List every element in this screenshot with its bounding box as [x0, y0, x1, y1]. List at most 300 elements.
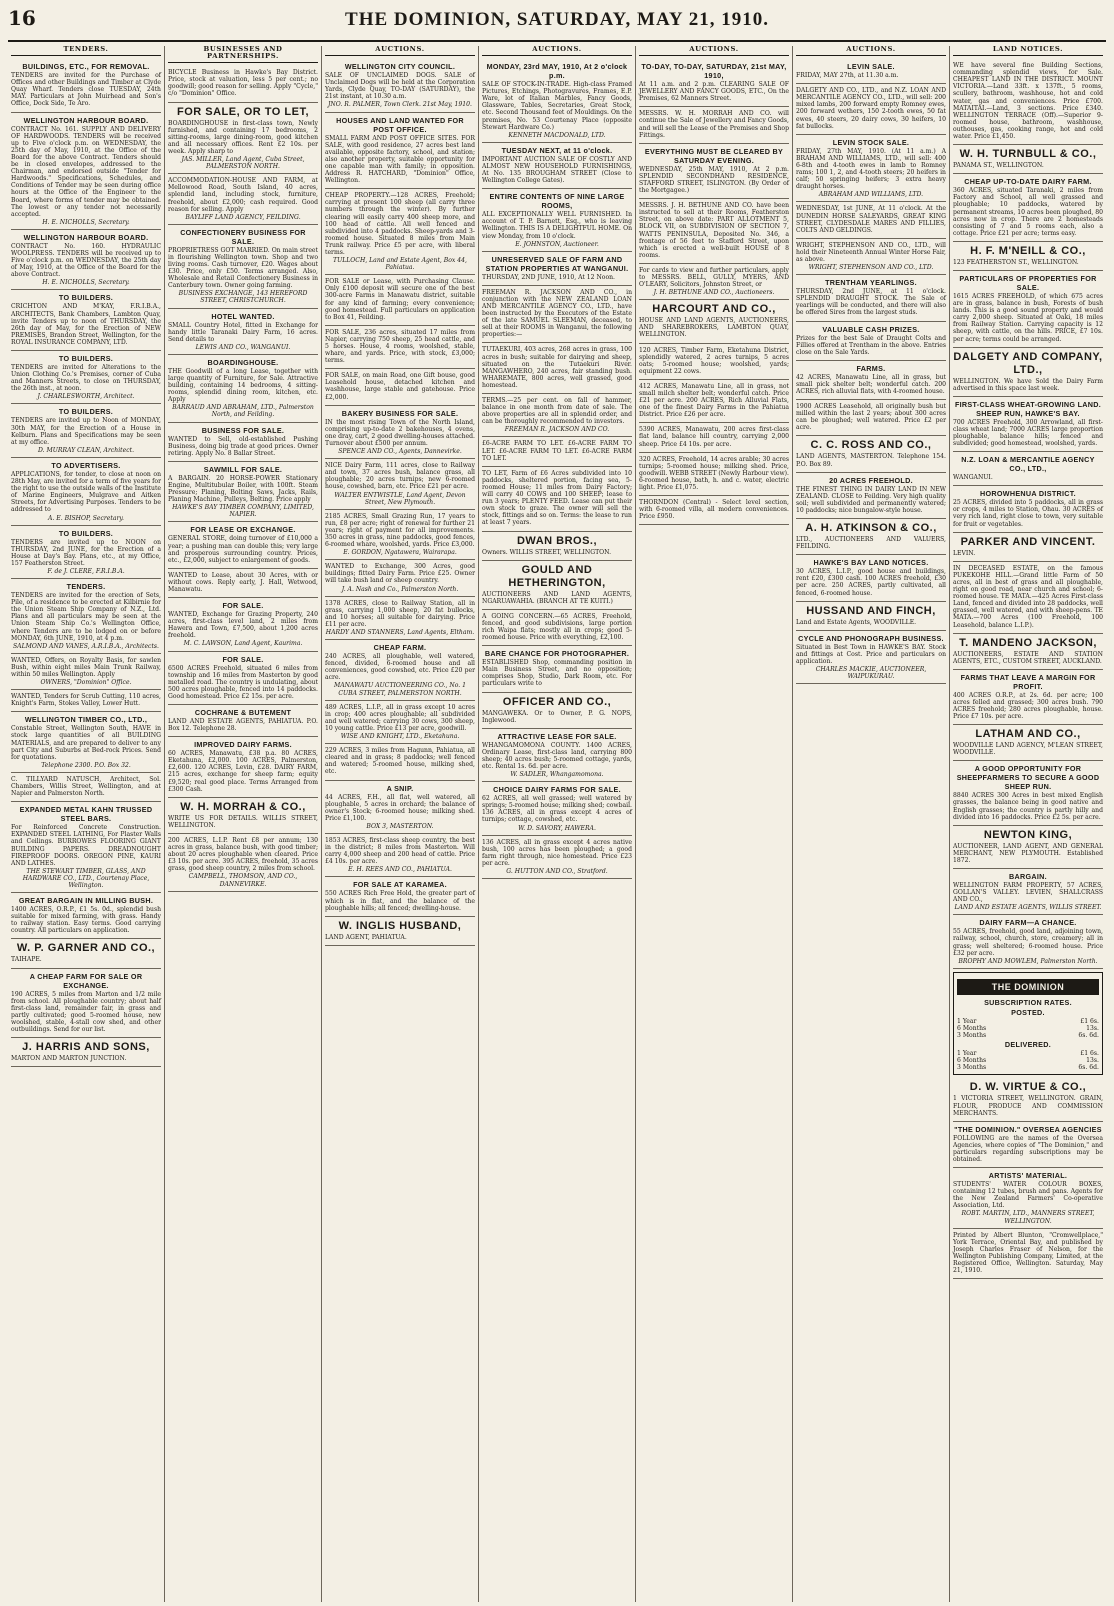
ad-body: A BARGAIN. 20 HORSE-POWER Stationary Engine, Multitubular Boiler, with 100ft. Steam Pressure; Planing, Bolting Saws, Jacks, Rails, Planing Machine, Pulleys, Belting. Price apply [168, 474, 318, 504]
ad-heading: GOULD AND HETHERINGTON, [508, 563, 606, 589]
advertisement [11, 458, 161, 526]
ad-body: TENDERS are invited up to NOON on THURSDAY, 2nd JUNE, for the Erection of a House at Day's Bay. Plans, etc., at my Office, 157 Featherston Street. [11, 538, 161, 567]
ad-heading: J. HARRIS AND SONS, [22, 1041, 150, 1054]
advertisement [639, 199, 789, 264]
ad-body: 123 FEATHERSTON ST., WELLINGTON. [953, 258, 1079, 266]
column [636, 46, 793, 1602]
ad-body: 2185 ACRES, Small Grazing Run, 17 years to run, £8 per acre; right of renewal for further 21 years; right of payment for all improvements. 350 acres in grass, nine paddocks, good fences, 6-roomed whare, woolshed, yards. Price £3,000. [325, 512, 475, 549]
ad-body: 360 ACRES, situated Taranaki, 2 miles from Factory and School, all well grassed and ploughable; 10 paddocks, watered by permanent streams, 10 acres been ploughed, 80 acres now in crop. There are 2 homesteads consisting of 7 and 5 rooms each, also a cottage. Price £21 per acre; terms easy. [953, 187, 1103, 237]
advertisement [482, 252, 632, 286]
ad-heading: A. H. ATKINSON & CO., [805, 522, 937, 535]
advertisement [482, 610, 632, 646]
advertisement [11, 712, 161, 773]
ad-heading: TO ADVERTISERS. [51, 460, 121, 470]
ad-body: APPLICATIONS, for tender, to close at noon on 28th May, are invited for a term of five years for the right to use the outside walls of the Institute of Marine Engineers, Mulgrave and Aitken Streets, for Advertising Purposes. Tenders to be addressed to [11, 470, 161, 514]
ad-heading: BOARDINGHOUSE. [207, 357, 279, 367]
ad-heading: EXPANDED METAL KAHN TRUSSED STEEL BARS. [19, 805, 153, 824]
advertisement [482, 143, 632, 189]
ad-body: 120 ACRES, Timber Farm, Eketahuna District, splendidly watered, 2 acres turnips, 5 acres oats; 5-roomed house; woolshed, yards; equipment 22 cows. [639, 346, 789, 375]
column-heading: AUCTIONS. [482, 46, 632, 56]
ad-body: CONTRACT No. 160. HYDRAULIC WOOLPRESS. TENDERS will be received up to Five o'clock p.m. on WEDNESDAY, the 25th day of May, 1910, at the Office of the Board for the above Contract. [11, 242, 161, 279]
advertisement [325, 326, 475, 369]
column [8, 46, 165, 1602]
advertisement [796, 239, 946, 275]
ad-body: TENDERS are invited for the Purchase of Offices and other Buildings and Timber at Clyde Quay Wharf. Tenders close TUESDAY, 24th MAY. Particulars at John Muirhead and Son's Office, Dock Side, Te Aro. [11, 72, 161, 108]
ad-body: For cards to view and further particulars, apply to MESSRS. BELL, GULLY, MYERS, AND O'LEARY, Solicitors, Johnston Street, or [639, 266, 789, 289]
ad-body: CHEAP PROPERTY.—128 ACRES, Freehold; carrying at present 100 sheep (all carry three numbers through the winter). By further clearing will easily carry 400 sheep more, and 100 head of cattle. All well fenced and subdivided into 4 paddocks. Sheep-yards and 3-roomed house. Situated 8 miles from Main Trunk railway. Price £5 per acre, with liberal terms. [325, 192, 475, 256]
advertisement [325, 510, 475, 561]
advertisement [325, 744, 475, 780]
advertisement [325, 459, 475, 510]
advertisement [482, 189, 632, 251]
ad-body: 1615 ACRES FREEHOLD, of which 675 acres are in grass, balance in bush, Forests of bush lands. This is a good sound property and would carry 2,000 sheep. Situated at Oaki, 18 miles from Railway Station. Carrying capacity is 12 sheep, with cattle, on the hills. PRICE, £7 10s. per acre; terms could be arranged. [953, 292, 1103, 343]
ad-heading: NEWTON KING, [983, 828, 1073, 841]
ad-body: THORNDON (Central) - Select level section, with 6-roomed villa, all modern conveniences. Price £950. [639, 499, 789, 521]
ad-body: 1400 ACRES, O.R.P., £1 5s. 0d., splendid bush suitable for mixed farming, with grass. Handy to railway station. Easy terms. Good carrying country. All particulars on application. [11, 906, 161, 935]
ad-heading: TUESDAY NEXT, at 11 o'clock. [501, 145, 613, 155]
advertisement [482, 437, 632, 466]
ad-signature: W. SADLER, Whangamomona. [510, 771, 604, 779]
column [165, 46, 322, 1602]
advertisement [325, 834, 475, 877]
rate-price: 13s. [1086, 1057, 1099, 1065]
ad-body: CONTRACT No. 161. SUPPLY AND DELIVERY OF HARDWOODS. TENDERS will be received up to Five o'clock p.m. on WEDNESDAY, the 25th day of May, 1910, at the Office of the Board for the above Contract. Tenders should be in closed envelopes, addressed to the Chairman, and endorsed outside "Tender for Hardwoods." Specifications, Schedules, and Conditions of Tender may be seen during office hours at the Office of the Engineer to the Board, where forms of tender may be obtained. The lowest or any tender not necessarily accepted. [11, 125, 161, 218]
ad-body: IN the most rising Town of the North Island, comprising up-to-date 2 bakehouses, 4 ovens, one dray, cart, 2 good dwelling-houses attached. Turnover about £500 per annum. [325, 418, 475, 447]
advertisement [796, 135, 946, 203]
ad-signature: WALTER ENTWISTLE, Land Agent, Devon Street, New Plymouth. [334, 491, 466, 506]
ad-body: SMALL Country Hotel, fitted in Exchange for handy little Taranaki Dairy Farm, 16 acres. Send details to [168, 321, 318, 343]
ad-body: SMALL FARM AND POST OFFICE SITES. FOR SALE, with good residence, 27 acres best land available, opposite factory, school, and station; also another property, suitable opportunity for one capable man with family; in opposition. Address R. HATCHARD, "Dominion" Office, Wellington. [325, 134, 475, 185]
advertisement [482, 646, 632, 692]
ad-heading: A SNIP. [386, 783, 414, 793]
advertisement [953, 670, 1103, 725]
ad-signature: LEWIS AND CO., WANGANUI. [195, 343, 291, 351]
advertisement [796, 202, 946, 238]
ad-heading: COCHRANE & BUTEMENT [194, 708, 292, 717]
column-heading: AUCTIONS. [639, 46, 789, 56]
rate-price: £1 6s. [1080, 1017, 1099, 1025]
rate-period: 6 Months [957, 1024, 987, 1032]
ad-body: 25 ACRES, divided into 5 paddocks, all in grass or crops, 4 miles to Station, Ohau. 30 ACRES of very rich land, right close to town, very suitable for fruit or vegetables. [953, 499, 1103, 528]
ad-body: SALE OF UNCLAIMED DOGS. SALE of Unclaimed Dogs will be held at the Corporation Yards, Clyde Quay, TO-DAY (SATURDAY), the 21st instant, at 10.30 a.m. [325, 72, 475, 101]
ad-body: FRIDAY, MAY 27th, at 11.30 a.m. [796, 72, 899, 80]
ad-body: 1 VICTORIA STREET, WELLINGTON. GRAIN, FLOUR, PRODUCE AND COMMISSION MERCHANTS. [953, 1095, 1103, 1117]
advertisement [953, 725, 1103, 761]
ad-heading: ATTRACTIVE LEASE FOR SALE. [497, 731, 617, 741]
ad-heading: A CHEAP FARM FOR SALE OR EXCHANGE. [29, 971, 143, 990]
ad-body: 190 ACRES, 5 miles from Marton and 1/2 mile from school. All ploughable country; about half first-class land, remainder fair, in grass and partly cultivated; good 5-roomed house, new woolshed, stable, 4-stall cow shed, and other outbuildings. Send for our list. [11, 990, 161, 1033]
column [479, 46, 636, 1602]
advertisement [168, 355, 318, 423]
ad-signature: TULLOCH, Land and Estate Agent, Box 44, Pahiatua. [333, 257, 467, 272]
ad-body: WELLINGTON FARM PROPERTY, 57 ACRES, GOLLAN'S VALLEY. LEVIEN, SHALLCRASS AND CO., [953, 882, 1103, 904]
ad-body: FRIDAY, 27th MAY, 1910. (At 11 a.m.) A BRAHAM AND WILLIAMS, LTD., will sell: 400 6-8th and 4-tooth ewes in lamb to Romney rams; 100 1, 2, and 4-tooth steers; 20 heifers in calf; 50 springing heifers; 3 extra heavy draught horses. [796, 147, 946, 191]
ad-body: TENDERS are invited up to Noon of MONDAY, 30th MAY, for the Erection of a House in Kelburn. Plans and Specifications may be seen at my office. [11, 417, 161, 446]
advertisement [953, 59, 1103, 145]
ad-body: 5390 ACRES, Manawatu, 200 acres first-class flat land, balance hill country, carrying 2,000 sheep. Price £4 10s. per acre. [639, 426, 789, 448]
ad-heading: HOROWHENUA DISTRICT. [980, 489, 1076, 499]
ad-heading: W. INGLIS HUSBAND, [338, 919, 462, 932]
ad-heading: W. H. MORRAH & CO., [180, 800, 306, 813]
ad-signature: SALMOND AND VANES, A.R.I.B.A., Architects. [13, 642, 159, 650]
ad-body: WANGANUI. [953, 474, 993, 482]
ad-heading: FOR SALE, OR TO LET, [176, 105, 310, 118]
ad-heading: CYCLE AND PHONOGRAPH BUSINESS. [798, 633, 944, 643]
ad-heading: BAKERY BUSINESS FOR SALE. [341, 408, 459, 418]
ad-body: FOR SALE, 236 acres, situated 17 miles from Napier, carrying 750 sheep, 25 head cattle, and 5 horses. House, 4 rooms, woolshed, stable, whare, and yards. Price, with stock, £3,000; terms. [325, 328, 475, 365]
ad-body: A GOING CONCERN.—65 ACRES, Freehold, fenced, and good subdivisions, large portion rich Waipa flats; mostly all in crops; good 5-roomed house. Price with everything, £2,100. [482, 612, 632, 642]
advertisement [796, 322, 946, 361]
advertisement [168, 737, 318, 798]
advertisement [953, 533, 1103, 562]
advertisement [168, 225, 318, 309]
ad-heading: MONDAY, 23rd MAY, 1910, At 2 o'clock p.m. [486, 62, 628, 81]
ad-signature: MANAWATU AUCTIONEERING CO., No. 1 CUBA STREET, PALMERSTON NORTH. [333, 682, 467, 697]
ad-signature: J. A. Nash and Co., Palmerston North. [341, 585, 459, 593]
ad-body: TERMS.—25 per cent. on fall of hammer, balance in one month from date of sale. The above properties are all in splendid order, and can be thoroughly recommended to investors. [482, 397, 632, 426]
ad-body: 1378 ACRES, close to Railway Station, all in grass, carrying 1,000 sheep, 20 fat bullocks, and 10 horses; all suitable for dairying. Price £11 per acre. [325, 599, 475, 628]
advertisement [639, 496, 789, 525]
ad-body: LAND AND ESTATE AGENTS, PAHIATUA. P.O. Box 12. Telephone 28. [168, 718, 318, 733]
ad-heading: TO-DAY, TO-DAY, SATURDAY, 21st MAY, 1910, [641, 62, 787, 81]
ad-heading: EVERYTHING MUST BE CLEARED BY SATURDAY EVENING. [644, 146, 784, 165]
ad-body: Printed by Albert Blunton, "Cromwellplace," York Terrace, Oriental Bay, and published by Joseph Charles Fraser of Nelson, for the Wellington Publishing Company, Limited, at the Registered Office, Wellington. Saturday, May 21, 1910. [953, 1231, 1103, 1275]
ad-signature: D. MURRAY CLEAN, Architect. [37, 446, 135, 454]
advertisement [168, 66, 318, 102]
ad-body: WE have several fine Building Sections, commanding splendid views, for Sale. CHEAPEST LAND IN THE DISTRICT. MOUNT VICTORIA.—Land 33ft. x 137ft., 5 rooms, scullery, bathroom, washhouse, hot and cold water, gas and conveniences. Price £700. MATAITAI.—Land, 3 sections. Price £340. WELLINGTON TERRACE (Off).—Superior 9-roomed house, bathroom, washhouse, outhouses, gas, cooking range, hot and cold water. Price £1,450. [953, 62, 1103, 141]
ad-body: 60 ACRES, Manawatu, £38 p.a. 80 ACRES, Eketahuna, £2,000. 100 ACRES, Palmerston, £2,600. 120 ACRES, Levin, £28. DAIRY FARM, 215 acres, exchange for sheep farm; equity £9,520; real good place. Terms Arranged from £300 Cash. [168, 750, 318, 793]
ad-signature: WISE AND KNIGHT, LTD., Eketahuna. [340, 733, 460, 741]
advertisement [168, 174, 318, 225]
column [793, 46, 950, 1602]
ad-heading: W. P. GARNER AND CO., [16, 942, 156, 955]
advertisement [639, 300, 789, 343]
ad-body: ESTABLISHED Shop, commanding position in Main Business Street, and no opposition; comprises Shop, Studio, Dark Room, etc. For particulars write to [482, 659, 632, 688]
advertisement [11, 654, 161, 690]
ad-signature: KENNETH MACDONALD, LTD. [508, 131, 606, 139]
ad-heading: N.Z. LOAN & MERCANTILE AGENCY CO., LTD., [961, 455, 1095, 474]
advertisement [953, 634, 1103, 670]
rate-row [957, 1025, 1099, 1032]
ad-heading: BARGAIN. [1009, 872, 1047, 881]
ad-body: STUDENTS' WATER COLOUR BOXES, containing 12 tubes, brush and pans. Agents for the New Zealand Farmers' Co-operative Association, Ltd. [953, 1181, 1103, 1210]
advertisement [325, 406, 475, 459]
advertisement [11, 893, 161, 939]
advertisement [953, 915, 1103, 968]
advertisement [953, 1168, 1103, 1229]
advertisement [796, 473, 946, 519]
ad-signature: THE STEWART TIMBER, GLASS, AND HARDWARE CO., LTD., Courtenay Place, Wellington. [22, 867, 150, 889]
ad-signature: CAMPBELL, THOMSON, AND CO., DANNEVIRKE. [188, 873, 298, 888]
advertisement [11, 526, 161, 579]
ad-heading: BUILDINGS, ETC., FOR REMOVAL. [22, 62, 150, 72]
column-heading: AUCTIONS. [796, 46, 946, 56]
ad-body: GENERAL STORE, doing turnover of £10,000 a year; a pushing man can double this; very large and prosperous surrounding country. Prices, etc., £2,000, subject to enlargement of goods. [168, 535, 318, 564]
ad-body: BOARDINGHOUSE in first-class town, Newly furnished, and containing 17 bedrooms, 2 sitting-rooms, large dining-room, good kitchen and all necessary offices. Rent £2 10s. per week. Apply sharp to [168, 119, 318, 155]
ad-heading: CHEAP FARM. [373, 643, 427, 653]
advertisement [11, 351, 161, 404]
delivered-heading: DELIVERED. [1004, 1040, 1052, 1050]
advertisement [11, 939, 161, 968]
advertisement [11, 690, 161, 712]
ad-body: MESSRS. J. H. BETHUNE AND CO. have been instructed to sell at their Rooms, Featherston Street, on above date: PART ALLOTMENT 5, BLOCK VII, on SUBDIVISION OF SECTION 7, WATTS PENINSULA, Deposited No. 346, a frontage of 56 feet to Stafford Street, upon which is erected a well-built HOUSE of 8 rooms. [639, 202, 789, 259]
ad-body: Prizes for the best Sale of Draught Colts and Fillies offered at Trentham in the above. Entries close on the Sale Yards. [796, 334, 946, 356]
advertisement [168, 652, 318, 705]
ad-body: FOR SALE or Lease, with Purchasing Clause. Only £100 deposit will secure one of the best 300-acre Farms in Manawatu district, suitable for any kind of farming; every convenience; good homestead. Full particulars on application to Box 41, Feilding. [325, 278, 475, 321]
advertisement [953, 1078, 1103, 1121]
ad-heading: TO BUILDERS. [58, 293, 114, 303]
ad-body: 42 ACRES, Manawatu Line, all in grass, but small pick shelter belt; wonderful catch. 200 ACRES, rich alluvial flats, with 4-roomed house. [796, 373, 946, 395]
ad-signature: LAND AND ESTATE AGENTS, WILLIS STREET. [954, 904, 1102, 912]
advertisement [953, 761, 1103, 825]
advertisement [325, 877, 475, 916]
advertisement [11, 802, 161, 893]
ad-heading: HAWKE'S BAY LAND NOTICES. [813, 558, 929, 568]
ad-body: LAND AGENT, PAHIATUA. [325, 933, 407, 941]
advertisement [482, 286, 632, 344]
ad-body: TO LET, Farm of £6 Acres subdivided into 10 paddocks, sheltered portion, facing sea, 5-roomed House; 11 miles from Dairy Factory; will carry 40 COWS and 100 SHEEP; lease to run 3 years; PLENTY FEED. Lease can put their own stock to graze. The owner will sell the stock, fittings and so on. Terms: the lease to run at least 7 years. [482, 469, 632, 527]
advertisement [482, 561, 632, 610]
ad-heading: A GOOD OPPORTUNITY FOR SHEEPFARMERS TO SECURE A GOOD SHEEP RUN. [956, 764, 1100, 792]
ad-signature: ABRAHAM AND WILLIAMS, LTD. [818, 191, 924, 199]
ad-signature: BROPHY AND MOWLEM, Palmerston North. [958, 957, 1098, 965]
advertisement [482, 693, 632, 729]
ad-heading: TENDERS. [66, 582, 106, 592]
ad-body: WELLINGTON. We have Sold the Dairy Farm advertised in this space last week. [953, 377, 1103, 392]
ad-body: 550 ACRES Rich Free Hold, the greater part of which is in flat, and the balance of the ploughable hills; all fenced; dwelling-house. [325, 890, 475, 912]
rate-price: 13s. [1086, 1024, 1099, 1032]
ad-heading: 20 ACRES FREEHOLD. [829, 475, 913, 485]
ad-heading: ENTIRE CONTENTS OF NINE LARGE ROOMS, [489, 192, 625, 211]
advertisement [325, 560, 475, 596]
ad-body: FOR SALE, on main Road, one Gift bouse, good Leasehold house, detached kitchen and washhouse, large stable and gatehouse. Price £2,000. [325, 372, 475, 401]
ad-body: AUCTIONEERS, ESTATE AND STATION AGENTS, ETC., CUSTOM STREET, AUCKLAND. [953, 650, 1103, 665]
ad-heading: SAWMILL FOR SALE. [203, 464, 283, 474]
ad-body: SALE OF STOCK-IN-TRADE. High-class Framed Pictures, Etchings, Photogravures, Frames, E.P. Ware, lot of Italian Marbles, Fancy Goods, Glassware, Tables, Secretaries, Great Stock, etc. Second Thousand feet of Mouldings. On the premises, No. 53 Courtenay Place (opposite Stewart Hardware Co.) [482, 81, 632, 131]
ad-signature: JAS. MILLER, Land Agent, Cuba Street, PALMERSTON NORTH. [181, 156, 305, 171]
ad-signature: BARRAUD AND ABRAHAM, LTD., Palmerston North, and Feilding. [172, 404, 314, 419]
ad-body: PANAMA ST., WELLINGTON. [953, 162, 1044, 170]
ad-signature: OWNERS, "Dominion" Office. [40, 679, 132, 687]
column-heading: AUCTIONS. [325, 46, 475, 56]
advertisement [11, 290, 161, 351]
ad-body: FREEMAN R. JACKSON AND CO., in conjunction with the NEW ZEALAND LOAN AND MERCANTILE AGENCY CO., LTD., have been instructed by the Executors of the Estate of the late SAMUEL SLEEMAN, deceased, to sell at their ROOMS in Wanganui, the following properties:— [482, 288, 632, 339]
ad-body: For Reinforced Concrete Construction. EXPANDED STEEL LATHING, For Plaster Walls and Ceilings. BURROWES FLOORING GIANT BUILDING PAPERS. DREADNOUGHT FIREPROOF DOORS. OREGON PINE, KAURI AND LATHES. [11, 824, 161, 867]
ad-body: WEDNESDAY, 25th MAY, 1910, At 2 p.m. SPLENDID SECONDHAND RESIDENCE, STAFFORD STREET, ISLINGTON. (By Order of the Mortgagee.) [639, 165, 789, 195]
ad-body: 6500 ACRES Freehold, situated 6 miles from township and 16 miles from Masterton by good metalled road. The country is undulating, about 500 acres ploughable, fenced into 14 paddocks. Good homestead. Price £2 15s. per acre. [168, 664, 318, 700]
ad-body: C. TILLYARD NATUSCH, Architect, Sol. Chambers, Willis Street, Wellington, and at Napier and Palmerston North. [11, 775, 161, 798]
advertisement [953, 271, 1103, 348]
ad-heading: CHEAP UP-TO-DATE DAIRY FARM. [964, 177, 1092, 187]
ad-body: 400 ACRES O.R.P., at 2s. 6d. per acre; 100 acres felled and grassed; 300 acres bush. 790 ACRES freehold; 280 acres ploughable, house. Price £7 10s. per acre. [953, 691, 1103, 721]
subscription-title: THE DOMINION [957, 979, 1099, 995]
ad-body: 55 ACRES, freehold, good land, adjoining town, railway, school, church, store, creamery; all in grass; well sheltered; 6-roomed house. Price £32 per acre. [953, 928, 1103, 957]
ad-body: LEVIN. [953, 549, 976, 557]
advertisement [11, 230, 161, 291]
ad-heading: DAIRY FARM—A CHANCE. [979, 918, 1077, 928]
ad-body: 1853 ACRES, first-class sheep country, the best in the district; 8 miles from Masterton. Will carry 4,000 sheep and 200 head of cattle. Price £4 10s. per acre. [325, 836, 475, 866]
ad-heading: VALUABLE CASH PRIZES. [822, 324, 920, 334]
rate-period: 3 Months [957, 1032, 987, 1040]
ad-body: £6-ACRE FARM TO LET. £6-ACRE FARM TO LET. £6-ACRE FARM TO LET. £6-ACRE FARM TO LET. [482, 440, 632, 462]
advertisement [325, 640, 475, 701]
advertisement [953, 1122, 1103, 1168]
rate-row [957, 1057, 1099, 1064]
advertisement [168, 423, 318, 462]
ad-body: NICE Dairy Farm, 111 acres, close to Railway and town, 37 acres bush, balance grass, all ploughable; 20 acres turnips; new 6-roomed house, cowshed, barn, etc. Price £21 per acre. [325, 462, 475, 491]
rate-price: £1 6s. [1080, 1050, 1099, 1058]
advertisement [168, 569, 318, 598]
advertisement [11, 404, 161, 457]
ad-body: AUCTIONEER, LAND AGENT, AND GENERAL MERCHANT, NEW PLYMOUTH. Established 1872. [953, 842, 1103, 864]
ad-signature: BOX 3, MASTERTON. [366, 822, 434, 830]
advertisement [639, 380, 789, 423]
ad-signature: H. E. NICHOLLS, Secretary. [42, 218, 130, 226]
ad-body: WANTED, Tenders for Scrub Cutting, 110 acres, Knight's Farm, Stokes Valley, Lower Hutt. [11, 693, 161, 708]
ad-body: TENDERS are invited for the erection of Sets, Pile, of a residence to be erected at Kilbirnie for the Union Steam Ship Company of N.Z., Ltd. Plans and all particulars may be seen at the Union Steam Ship Co.'s Wellington Office, where Tenders are to be lodged on or before MONDAY, 6th JUNE, 1910, at 4 p.m. [11, 592, 161, 642]
advertisement [953, 486, 1103, 532]
ad-heading: FOR LEASE OR EXCHANGE. [190, 525, 296, 535]
ad-heading: WELLINGTON HARBOUR BOARD. [23, 232, 149, 242]
ad-body: WANTED to Exchange, 300 Acres, good buildings; fitted Dairy Farm. Price £25. Owner will take bush land or sheep country. [325, 563, 475, 585]
ad-body: IN DECEASED ESTATE, on the famous PUKEKOHE HILL.—Grand little Farm of 50 acres, all in best of grass and all ploughable, right on good road, near church and school; 6-roomed house. TE MATA.—425 Acres First-class Land, fenced and divided into 28 paddocks, well grassed, well watered, and with sheep-pens. TE MATA.—700 Acres (100 Freehold, 100 Leasehold, balance L.I.P.). [953, 564, 1103, 629]
rate-period: 6 Months [957, 1057, 987, 1065]
ad-signature: H. E. NICHOLLS, Secretary. [42, 279, 130, 287]
advertisement [796, 84, 946, 135]
advertisement [325, 781, 475, 834]
advertisement [953, 562, 1103, 634]
ad-body: Land and Estate Agents, WOODVILLE. [796, 618, 917, 626]
advertisement [168, 462, 318, 523]
ad-heading: WELLINGTON TIMBER CO., LTD., [24, 715, 148, 725]
advertisement [796, 519, 946, 555]
advertisement [168, 522, 318, 568]
ad-heading: LEVIN STOCK SALE. [832, 137, 910, 147]
ad-body: WANTED, Exchange for Grazing Property, 240 acres, first-class level land, 2 miles from Hawera and Town, £7,500, about 1,200 acres freehold. [168, 611, 318, 640]
ad-body: WANTED, Offers, on Royalty Basis, for sawlen Bush, within eight miles Main Trunk Railway, within 50 miles Wellington. Apply [11, 656, 161, 678]
advertisement [796, 631, 946, 684]
column-heading: TENDERS. [11, 46, 161, 56]
ad-body: LAND AGENTS, MASTERTON. Telephone 154. P.O. Box 89. [796, 453, 946, 468]
advertisement [796, 59, 946, 84]
ad-body: 700 ACRES Freehold, 300 Arrowland, all first-class wheat land; 7000 ACRES large proportion ploughable, balance hills; fenced and subdivided; good homestead, woolshed, yards. [953, 418, 1103, 448]
ad-heading: T. MANDENO JACKSON, [959, 636, 1097, 649]
ad-body: WRITE US FOR DETAILS. WILLIS STREET, WELLINGTON. [168, 814, 318, 829]
rate-row [957, 1018, 1099, 1025]
advertisement [325, 113, 475, 190]
advertisement [639, 453, 789, 496]
masthead [8, 6, 1106, 42]
ad-body: MARTON AND MARTON JUNCTION. [11, 1055, 127, 1063]
rate-price: 6s. 6d. [1078, 1032, 1099, 1040]
advertisement [639, 344, 789, 380]
ad-body: 62 ACRES, all well grassed; well watered by springs; 5-roomed house; milking shed; cowbail. 136 ACRES, all in grass except 4 acres of turnips; cottage, cowshed, etc. [482, 795, 632, 824]
advertisement [953, 348, 1103, 397]
ad-body: TAIHAPE. [11, 956, 42, 964]
ad-body: LTD., AUCTIONEERS AND VALUERS, FEILDING. [796, 536, 946, 551]
ad-heading: DALGETY AND COMPANY, LTD., [953, 350, 1103, 376]
ad-signature: JNO. R. PALMER, Town Clerk. 21st May, 1910. [327, 101, 472, 109]
column [322, 46, 479, 1602]
ad-body: 320 ACRES, Freehold, 14 acres arable; 30 acres turnips; 5-roomed house; milking shed. Price, goodwill. WEBB STREET (Newly Harbour view). 6-roomed house, bath, h. and c. water, electric light. Price £1,075. [639, 455, 789, 492]
advertisement [168, 598, 318, 651]
ad-signature: BUSINESS EXCHANGE, 143 HEREFORD STREET, CHRISTCHURCH. [178, 290, 308, 305]
column-heading: LAND NOTICES. [953, 46, 1103, 56]
ad-body: 412 ACRES, Manawatu Line, all in grass, not small milch shelter belt; wonderful catch. Price £21 per acre. 200 ACRES, Rich Alluvial Flats, one of the finest Dairy Farms in the Pahiatua District. Price £26 per acre. [639, 382, 789, 419]
ad-signature: ROBT. MARTIN, LTD., MANNERS STREET, WELLINGTON. [961, 1210, 1095, 1225]
ad-body: TENDERS are invited for Alterations to the Union Clothing Co.'s Premises, corner of Cuba and Manners Streets, to close on THURSDAY, the 26th inst., at noon. [11, 364, 161, 393]
advertisement [796, 400, 946, 436]
advertisement [953, 242, 1103, 271]
ad-heading: LATHAM AND CO., [975, 728, 1081, 741]
ad-body: MESSRS. W. H. MORRAH AND CO. will continue the Sale of Jewellery and Fancy Goods, and will sell the Lease of the Premises and Shop Fittings. [639, 110, 789, 139]
ad-body: 8840 ACRES 300 Acres in best mixed English grasses, the balance being in good native and English grasses; the country is partly hilly and divided into 16 paddocks. Price £2 5s. per acre. [953, 792, 1103, 821]
advertisement [796, 275, 946, 321]
advertisement [325, 369, 475, 405]
advertisement [168, 798, 318, 834]
column-heading: BUSINESSES AND PARTNERSHIPS. [168, 46, 318, 63]
ad-body: ALL EXCEPTIONALLY WELL FURNISHED. In account of T. P. Barnett, Esq., who is leaving Wellington. THIS IS A DELIGHTFUL HOME. On view Monday, from 10 o'clock. [482, 211, 632, 240]
ad-signature: WRIGHT, STEPHENSON AND CO., LTD. [808, 264, 934, 272]
rate-row [957, 1032, 1099, 1039]
advertisement [482, 343, 632, 394]
ad-body: WEDNESDAY, 1st JUNE, At 11 o'clock. At the DUNEDIN HORSE SALEYARDS, GREAT KING STREET, CLYDESDALE MARES AND FILLIES, COLTS AND GELDINGS. [796, 205, 946, 234]
advertisement [482, 782, 632, 835]
ad-body: 489 ACRES, L.I.P., all in grass except 10 acres in crop; 400 acres ploughable; all subdivided and well watered; carrying 30 cows, 300 sheep, 10 young cattle. Price £13 per acre, goodwill. [325, 703, 475, 732]
ad-signature: FREEMAN R. JACKSON AND CO. [504, 426, 610, 434]
advertisement [639, 59, 789, 107]
subscription-rates-box [953, 972, 1103, 1076]
advertisement [168, 103, 318, 175]
rate-period: 1 Year [957, 1017, 977, 1025]
ad-body: AUCTIONEERS AND LAND AGENTS, NGARUAWAHIA. (BRANCH AT TE KUITI.) [482, 590, 632, 605]
advertisement [325, 597, 475, 640]
ad-body: MANGAWEKA. Or to Owner, P. G. NOPS, Inglewood. [482, 709, 632, 724]
ad-body: WRIGHT, STEPHENSON AND CO., LTD., will hold their Nineteenth Annual Winter Horse Fair, as above. [796, 241, 946, 263]
ad-signature: E. GORDON, Ngatawera, Wairarapa. [343, 549, 457, 557]
ad-heading: DWAN BROS., [516, 534, 598, 547]
ad-body: DALGETY AND CO., LTD., and N.Z. LOAN AND MERCANTILE AGENCY CO., LTD., will sell: 200 mixed lambs, 200 forward empty Romney ewes, 200 forward wethers, 150 2-tooth ewes, 50 fat ewes, 40 steers, 20 dairy cows, 30 heifers, 10 fat bullocks. [796, 87, 946, 130]
rate-row [957, 1064, 1099, 1071]
ad-heading: FARMS THAT LEAVE A MARGIN FOR PROFIT. [960, 672, 1096, 691]
advertisement [482, 59, 632, 143]
subscription-subtitle: SUBSCRIPTION RATES. [984, 997, 1072, 1007]
advertisement [953, 452, 1103, 486]
advertisement [953, 174, 1103, 242]
ad-heading: W. H. TURNBULL & CO., [959, 148, 1097, 161]
ad-signature: W. D. SAVORY, HAWERA. [518, 824, 596, 832]
ad-signature: BAYLIFF LAND AGENCY, FEILDING. [185, 213, 301, 221]
advertisement [168, 705, 318, 737]
advertisement [11, 969, 161, 1039]
ad-body: HOUSE AND LAND AGENTS, AUCTIONEERS, AND SHAREBROKERS, LAMBTON QUAY, WELLINGTON. [639, 317, 789, 339]
ad-heading: WELLINGTON HARBOUR BOARD. [23, 115, 149, 125]
ad-heading: FOR SALE. [222, 654, 264, 664]
ad-heading: LEVIN SALE. [847, 62, 895, 72]
advertisement [953, 145, 1103, 174]
ad-signature: HARDY AND STANNERS, Land Agents, Eltham. [325, 629, 475, 636]
advertisement [325, 189, 475, 275]
ad-body: FOLLOWING are the names of the Oversea Agencies, where copies of "The Dominion," and particulars regarding subscriptions may be obtained. [953, 1134, 1103, 1163]
ad-heading: HOUSES AND LAND WANTED FOR POST OFFICE. [336, 115, 464, 134]
ad-heading: TO BUILDERS. [58, 407, 114, 417]
advertisement [482, 729, 632, 782]
ad-heading: OFFICER AND CO., [502, 695, 612, 708]
ad-signature: E. H. REES AND CO., PAHIATUA. [348, 866, 452, 874]
rate-price: 6s. 6d. [1078, 1064, 1099, 1072]
advertisement [325, 59, 475, 112]
ad-heading: HOTEL WANTED. [211, 311, 275, 321]
